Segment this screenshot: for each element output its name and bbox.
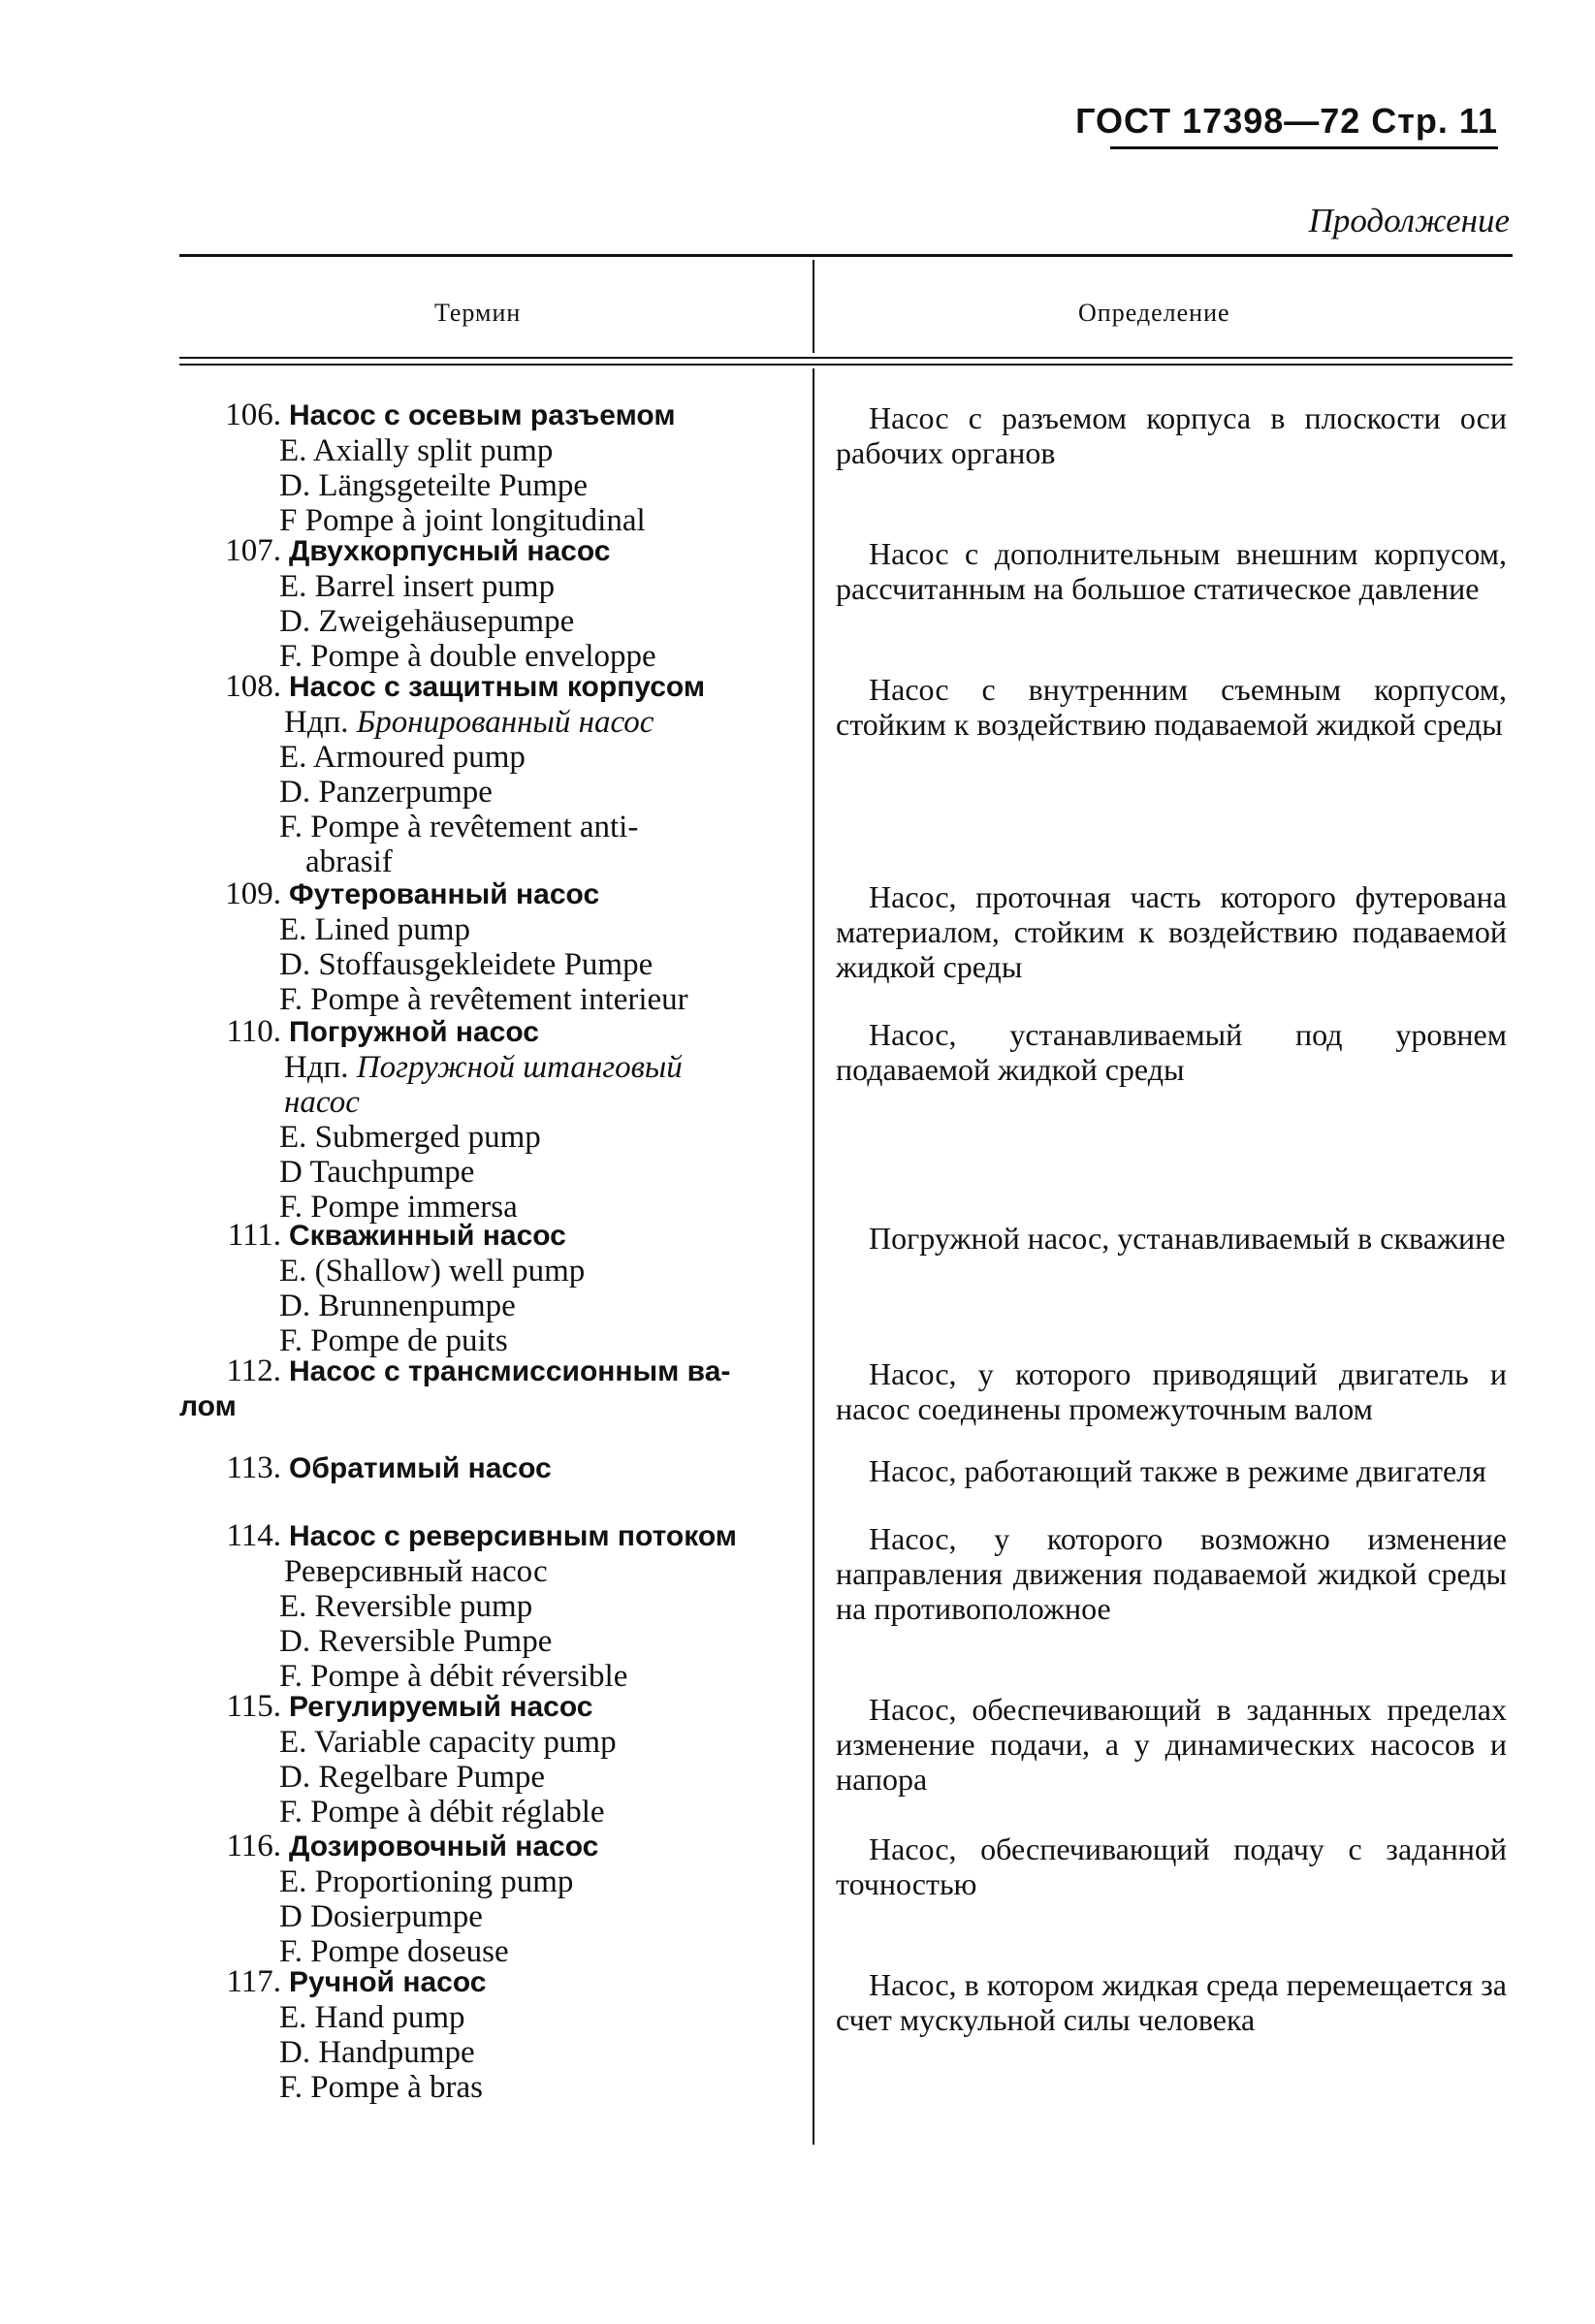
term-number: 115. (226, 1689, 281, 1724)
term-entry-111 (179, 1218, 800, 1358)
term-entry-107 (179, 533, 800, 674)
term-name: Двухкорпусный насос (289, 535, 611, 567)
term-number: 116. (226, 1829, 281, 1863)
synonym-term: Реверсивный насос (284, 1554, 548, 1589)
term-number: 106. (225, 398, 281, 432)
term-number: 111. (227, 1218, 281, 1253)
equivalent-de: D. Panzerpumpe (279, 775, 493, 810)
equivalent-de: D Tauchpumpe (279, 1155, 475, 1190)
term-number: 107. (225, 533, 281, 568)
definition-116: Насос, обеспечивающий подачу с заданной точностью (836, 1831, 1507, 1901)
term-number: 114. (226, 1518, 281, 1553)
equivalent-fr: F. Pompe immersa (279, 1190, 518, 1225)
page-header (1075, 101, 1498, 142)
header-column-divider (813, 260, 814, 353)
equivalent-de: D. Längsgeteilte Pumpe (279, 468, 589, 503)
deprecated-term: Погружной штанговый (356, 1050, 683, 1085)
header-rule (1110, 146, 1498, 149)
definition-114: Насос, у которого возможно изменение направления движения подаваемой жидкой среды на противоположное (836, 1521, 1507, 1626)
definition-115: Насос, обеспечивающий в заданных пределах изменение подачи, а у динамических насосов и напора (836, 1692, 1507, 1797)
term-number: 110. (226, 1014, 281, 1049)
equivalent-de: D. Handpumpe (279, 2035, 475, 2070)
term-entry-112 (179, 1353, 800, 1424)
definition-113: Насос, работающий также в режиме двигателя (869, 1453, 1486, 1488)
term-name: Насос с защитным корпусом (289, 671, 706, 703)
equivalent-en: E. Axially split pump (279, 433, 554, 468)
equivalent-en: E. Barrel insert pump (279, 569, 556, 604)
table-top-rule (179, 254, 1513, 257)
equivalent-en: E. Proportioning pump (279, 1864, 574, 1899)
ndp-prefix: Ндп. (284, 1050, 349, 1085)
term-name-cont: лом (179, 1390, 237, 1422)
term-entry-113 (179, 1450, 800, 1486)
continuation-label: Продолжение (1308, 202, 1510, 239)
equivalent-en: E. Submerged pump (279, 1120, 541, 1155)
equivalent-de: D. Zweigehäusepumpe (279, 604, 575, 639)
equivalent-fr: F Pompe à joint longitudinal (279, 503, 646, 538)
header-title: ГОСТ 17398—72 Стр. 11 (1075, 101, 1498, 141)
table-header-rule-2 (179, 364, 1513, 366)
equivalent-fr: F. Pompe à débit réglable (279, 1795, 605, 1830)
equivalent-de: D. Regelbare Pumpe (279, 1760, 546, 1795)
deprecated-term-cont: насос (284, 1085, 360, 1120)
term-name: Регулируемый насос (289, 1691, 593, 1723)
equivalent-fr: F. Pompe à bras (279, 2070, 484, 2105)
equivalent-en: E. Hand pump (279, 2000, 465, 2035)
term-name: Дозировочный насос (289, 1831, 599, 1862)
term-name: Погружной насос (289, 1016, 539, 1048)
equivalent-fr: F. Pompe à débit réversible (279, 1659, 628, 1694)
definition-107: Насос с дополнительным внешним корпусом, рассчитанным на большое статическое давление (836, 536, 1507, 606)
term-entry-109 (179, 876, 800, 1017)
term-number: 112. (226, 1353, 281, 1388)
term-number: 117. (226, 1964, 281, 1999)
equivalent-de: D. Stoffausgekleidete Pumpe (279, 947, 654, 982)
equivalent-en: E. Reversible pump (279, 1589, 533, 1624)
equivalent-fr: F. Pompe à revêtement anti- (279, 810, 639, 844)
term-name: Футерованный насос (289, 878, 600, 910)
equivalent-de: D. Reversible Pumpe (279, 1624, 553, 1659)
equivalent-fr: F. Pompe de puits (279, 1323, 508, 1358)
term-name: Обратимый насос (289, 1452, 552, 1484)
definition-106: Насос с разъемом корпуса в плоскости оси рабочих органов (836, 400, 1507, 470)
term-entry-110 (179, 1014, 800, 1225)
column-header-definition: Определение (1078, 299, 1230, 327)
term-number: 108. (225, 669, 281, 704)
definition-111: Погружной насос, устанавливаемый в скважине (869, 1221, 1506, 1256)
definition-117: Насос, в котором жидкая среда перемещается за счет мускульной силы человека (836, 1967, 1507, 2037)
term-name: Насос с трансмиссионным ва- (289, 1355, 731, 1387)
term-entry-116 (179, 1829, 800, 1969)
equivalent-de: D Dosierpumpe (279, 1899, 483, 1934)
equivalent-fr: F. Pompe à double enveloppe (279, 639, 656, 674)
equivalent-fr: F. Pompe à revêtement interieur (279, 982, 688, 1017)
equivalent-en: E. Armoured pump (279, 740, 526, 775)
term-entry-115 (179, 1689, 800, 1830)
table-header-rule-1 (179, 357, 1513, 359)
term-name: Насос с реверсивным потоком (289, 1520, 737, 1552)
equivalent-en: E. Variable capacity pump (279, 1725, 617, 1760)
equivalent-en: E. (Shallow) well pump (279, 1254, 586, 1289)
equivalent-de: D. Brunnenpumpe (279, 1289, 516, 1323)
equivalent-fr-cont: abrasif (305, 844, 393, 879)
term-number: 113. (226, 1450, 281, 1485)
term-entry-106 (179, 398, 800, 538)
term-number: 109. (225, 876, 281, 911)
term-entry-117 (179, 1964, 800, 2105)
body-column-divider (813, 368, 814, 2145)
definition-108: Насос с внутренним съемным корпусом, стойким к воздействию подаваемой жидкой среды (836, 672, 1507, 742)
term-name: Ручной насос (289, 1966, 487, 1998)
definition-110: Насос, устанавливаемый под уровнем подаваемой жидкой среды (836, 1017, 1507, 1087)
term-entry-108 (179, 669, 800, 879)
term-name: Скважинный насос (289, 1220, 566, 1252)
term-entry-114 (179, 1518, 800, 1694)
definition-109: Насос, проточная часть которого футерована материалом, стойким к воздействию подаваемой жидкой среды (836, 879, 1507, 984)
definition-112: Насос, у которого приводящий двигатель и насос соединены промежуточным валом (836, 1356, 1507, 1426)
term-name: Насос с осевым разъемом (289, 399, 676, 431)
deprecated-term: Бронированный насос (356, 705, 654, 740)
ndp-prefix: Ндп. (284, 705, 349, 740)
equivalent-fr: F. Pompe doseuse (279, 1934, 509, 1969)
equivalent-en: E. Lined pump (279, 912, 471, 947)
column-header-term: Термин (434, 299, 522, 327)
